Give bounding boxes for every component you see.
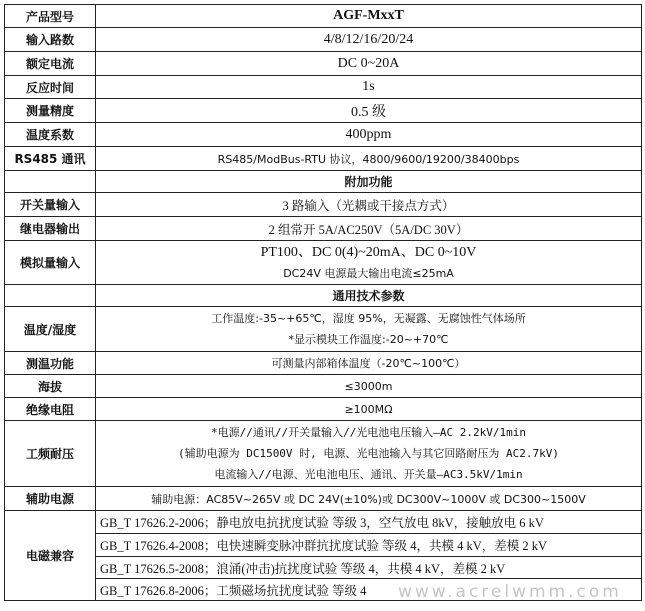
env-line-2: *显示模块工作温度:-20~+70℃	[288, 333, 449, 346]
table-row	[5, 147, 642, 171]
table-row	[5, 307, 642, 352]
section-spacer	[5, 171, 96, 193]
table-row	[5, 557, 642, 579]
table-row	[5, 421, 642, 487]
section-heading: 附加功能	[96, 171, 642, 193]
withstand-line-1: *电源//通讯//开关量输入//光电池电压输入—AC 2.2kV/1min	[210, 426, 527, 439]
row-label: RS485 通讯	[5, 147, 96, 171]
row-value: ≤3000m	[96, 375, 642, 398]
row-value: 0.5 级	[96, 99, 642, 123]
product-model-value: AGF-MxxT	[96, 5, 642, 28]
row-label: 测量精度	[5, 99, 96, 123]
row-value: ≥100MΩ	[96, 398, 642, 421]
table-row	[5, 511, 642, 534]
row-label: 辅助电源	[5, 487, 96, 511]
table-row	[5, 398, 642, 421]
analog-line-1: PT100、DC 0(4)~20mA、DC 0~10V	[260, 244, 477, 260]
withstand-line-3: 电流输入//电源、光电池电压、通讯、开关量—AC3.5kV/1min	[214, 468, 523, 481]
section-row	[5, 171, 642, 193]
table-row	[5, 375, 642, 398]
row-value: 可测量内部箱体温度（-20℃~100℃）	[96, 352, 642, 375]
withstand-line-2: (辅助电源为 DC1500V 时, 电源、光电池输入与其它回路耐压为 AC2.7kV)	[177, 447, 560, 460]
row-label: 温度系数	[5, 123, 96, 147]
emc-line: GB_T 17626.5-2008；浪涌(冲击)抗扰度试验 等级 4，共模 4 kV，差模 2 kV	[96, 557, 642, 579]
row-label: 绝缘电阻	[5, 398, 96, 421]
table-row	[5, 352, 642, 375]
row-label: 开关量输入	[5, 193, 96, 217]
section-heading: 通用技术参数	[96, 285, 642, 307]
row-value: 400ppm	[96, 123, 642, 147]
table-row	[5, 487, 642, 511]
row-value: DC 0~20A	[96, 52, 642, 76]
table-row	[5, 217, 642, 241]
table-row	[5, 123, 642, 147]
row-value	[96, 307, 642, 352]
section-spacer	[5, 285, 96, 307]
row-value: 辅助电源：AC85V~265V 或 DC 24V(±10%)或 DC300V~1000V 或 DC300~1500V	[96, 487, 642, 511]
emc-line: GB_T 17626.4-2008；电快速瞬变脉冲群抗扰度试验 等级 4，共模 4 kV，差模 2 kV	[96, 534, 642, 557]
row-label: 海拔	[5, 375, 96, 398]
table-row	[5, 579, 642, 601]
row-value	[96, 241, 642, 285]
row-value: 2 组常开 5A/AC250V（5A/DC 30V）	[96, 217, 642, 241]
emc-line: GB_T 17626.2-2006；静电放电抗扰度试验 等级 3，空气放电 8kV，接触放电 6 kV	[96, 511, 642, 534]
row-label: 输入路数	[5, 28, 96, 52]
row-value: 4/8/12/16/20/24	[96, 28, 642, 52]
row-label: 模拟量输入	[5, 241, 96, 285]
site-watermark: www.acrelwmm.com	[398, 582, 622, 602]
env-line-1: 工作温度:-35~+65℃，湿度 95%，无凝露、无腐蚀性气体场所	[211, 312, 526, 325]
row-label: 产品型号	[5, 5, 96, 28]
row-label: 额定电流	[5, 52, 96, 76]
table-row	[5, 28, 642, 52]
table-row	[5, 76, 642, 99]
table-row	[5, 99, 642, 123]
table-row	[5, 52, 642, 76]
spec-table	[4, 4, 642, 601]
table-row	[5, 193, 642, 217]
row-value: RS485/ModBus-RTU 协议，4800/9600/19200/38400bps	[96, 147, 642, 171]
row-label: 继电器输出	[5, 217, 96, 241]
emc-line: GB_T 17626.8-2006；工频磁场抗扰度试验 等级 4	[96, 579, 642, 601]
row-value: 3 路输入（光耦或干接点方式）	[96, 193, 642, 217]
row-value	[96, 421, 642, 487]
analog-line-2: DC24V 电源最大输出电流≤25mA	[283, 266, 454, 280]
row-label: 电磁兼容	[5, 511, 96, 601]
row-label: 反应时间	[5, 76, 96, 99]
section-row	[5, 285, 642, 307]
table-row	[5, 5, 642, 28]
row-label: 测温功能	[5, 352, 96, 375]
row-value: 1s	[96, 76, 642, 99]
table-row	[5, 534, 642, 557]
table-row	[5, 241, 642, 285]
row-label: 温度/湿度	[5, 307, 96, 352]
row-label: 工频耐压	[5, 421, 96, 487]
